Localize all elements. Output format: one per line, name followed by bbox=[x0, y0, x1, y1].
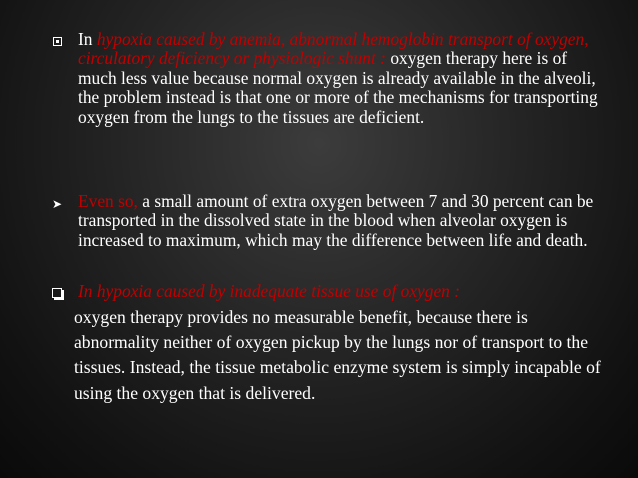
bullet-2-lead: Even so, bbox=[78, 191, 138, 211]
bullet-1-text bbox=[78, 30, 598, 127]
shadowed-square-bullet-icon bbox=[48, 288, 66, 298]
bullet-1-body: oxygen therapy here is of much less value because normal oxygen is already available in the alveoli, the problem instead is that one or more of the mechanisms for transporting oxygen from the lungs to the tissues are deficient. bbox=[78, 48, 598, 127]
arrowhead-bullet-icon: ➤ bbox=[51, 197, 63, 211]
hollow-square-bullet-icon bbox=[48, 37, 66, 46]
bullet-2-text bbox=[78, 192, 598, 250]
bullet-1-lead: In bbox=[78, 29, 97, 49]
bullet-3-heading: In hypoxia caused by inadequate tissue use of oxygen : bbox=[78, 281, 460, 301]
bullet-2-body: a small amount of extra oxygen between 7 and 30 percent can be transported in the dissolved state in the blood when alveolar oxygen is increased to maximum, which may the difference between life and death. bbox=[78, 191, 594, 250]
bullet-1-emphasis: hypoxia caused by anemia, abnormal hemoglobin transport of oxygen, circulatory deficiency or physiologic shunt : bbox=[78, 29, 589, 69]
bullet-3-body: oxygen therapy provides no measurable benefit, because there is abnormality neither of oxygen pickup by the lungs nor of transport to the tissues. Instead, the tissue metabolic enzyme system is simply incapable of using the oxygen that is delivered. bbox=[74, 307, 601, 403]
